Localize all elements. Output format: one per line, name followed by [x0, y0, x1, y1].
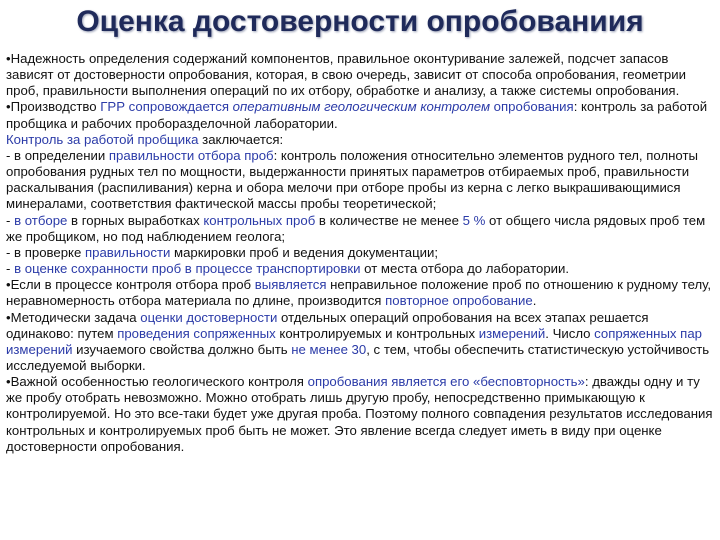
paragraph	[6, 277, 714, 309]
highlighted-text: не менее 30	[291, 341, 367, 357]
highlighted-text: контрольных проб	[203, 212, 316, 228]
text-run: •Методически задача	[6, 309, 141, 325]
text-run: - в определении	[6, 147, 109, 163]
highlighted-text: правильности	[84, 244, 171, 260]
text-run: контролируемых и контрольных	[275, 325, 479, 341]
text-run: , с тем, чтобы обеспечить статистическую устойчивость исследуемой выборки.	[6, 341, 710, 373]
highlighted-text: опробования является его «бесповторность»	[307, 374, 585, 390]
slide-body	[6, 51, 714, 455]
highlighted-text: ГРР сопровождается	[100, 99, 233, 115]
paragraph	[6, 51, 714, 99]
highlighted-text: 5 %	[462, 212, 486, 228]
highlighted-text: проведения сопряженных	[117, 325, 276, 341]
highlighted-text: сопряженных пар измерений	[6, 325, 702, 357]
text-run: заключается:	[198, 131, 284, 147]
text-run: от места отбора до лаборатории.	[360, 261, 570, 277]
highlighted-text: Контроль за работой пробщика	[6, 131, 199, 147]
text-run: .	[532, 293, 537, 309]
paragraph	[6, 132, 714, 148]
text-run: -	[6, 212, 15, 228]
text-run: : дважды одну и ту же пробу отобрать невозможно. Можно отобрать лишь другую пробу, непосредственно примыкающую к контролируемой. Но это все-таки будет уже другая проба. Поэтому полного совпадения результатов исследования контрольных и контролируемых проб быть не может. Это явление всегда следует иметь в виду при оценке достоверности опробования.	[6, 374, 713, 454]
text-run: •Важной особенностью геологического контроля	[6, 374, 308, 390]
highlighted-text: оперативным геологическим контролем	[232, 99, 491, 115]
text-run: •Производство	[6, 99, 101, 115]
text-run: отдельных операций опробования на всех этапах решается одинаково: путем	[6, 309, 649, 341]
highlighted-text: правильности отбора проб	[108, 147, 274, 163]
text-run: . Число	[545, 325, 595, 341]
text-run: : контроль положения относительно элементов рудного тел, полноты опробования рудных тел по мощности, выдержанности принятых параметров отбираемых проб, правильности раскалывания (распиливания) керна и обора мелочи при отборе пробы из керна с легко выкрашивающимися минералами, соответствия фактической массы пробы теоретической;	[6, 147, 698, 212]
text-run: в горных выработках	[67, 212, 204, 228]
text-run: неправильное положение проб по отношению к рудному телу, неравномерность отбора материала по длине, производится	[6, 277, 712, 309]
paragraph	[6, 213, 714, 245]
text-run: в количестве не менее	[315, 212, 463, 228]
text-run: -	[6, 261, 15, 277]
paragraph	[6, 99, 714, 131]
text-run: •Если в процессе контроля отбора проб	[6, 277, 255, 293]
text-run: маркировки проб и ведения документации;	[170, 244, 439, 260]
highlighted-text: опробования	[490, 99, 574, 115]
paragraph	[6, 310, 714, 375]
highlighted-text: в оценке сохранности проб в процессе транспортировки	[14, 261, 361, 277]
paragraph	[6, 374, 714, 455]
text-run: изучаемого свойства должно быть	[72, 341, 292, 357]
text-run: •Надежность определения содержаний компонентов, правильное оконтуривание залежей, подсчет запасов зависят от достоверности опробования, которая, в свою очередь, зависит от способа опробования, геометрии проб, правильности выполнения операций по их отбору, обработке и анализу, а также системы опробования.	[6, 51, 686, 99]
highlighted-text: выявляется	[254, 277, 327, 293]
highlighted-text: в отборе	[14, 212, 68, 228]
highlighted-text: повторное опробование	[385, 293, 533, 309]
paragraph	[6, 261, 714, 277]
highlighted-text: измерений	[478, 325, 546, 341]
paragraph	[6, 148, 714, 213]
paragraph	[6, 245, 714, 261]
text-run: : контроль за работой пробщика и рабочих проборазделочной лаборатории.	[6, 99, 708, 131]
text-run: - в проверке	[6, 244, 85, 260]
highlighted-text: оценки достоверности	[140, 309, 278, 325]
slide-title: Оценка достоверности опробованиия	[76, 5, 644, 38]
text-run: от общего числа рядовых проб тем же пробщиком, но под наблюдением геолога;	[6, 212, 706, 244]
